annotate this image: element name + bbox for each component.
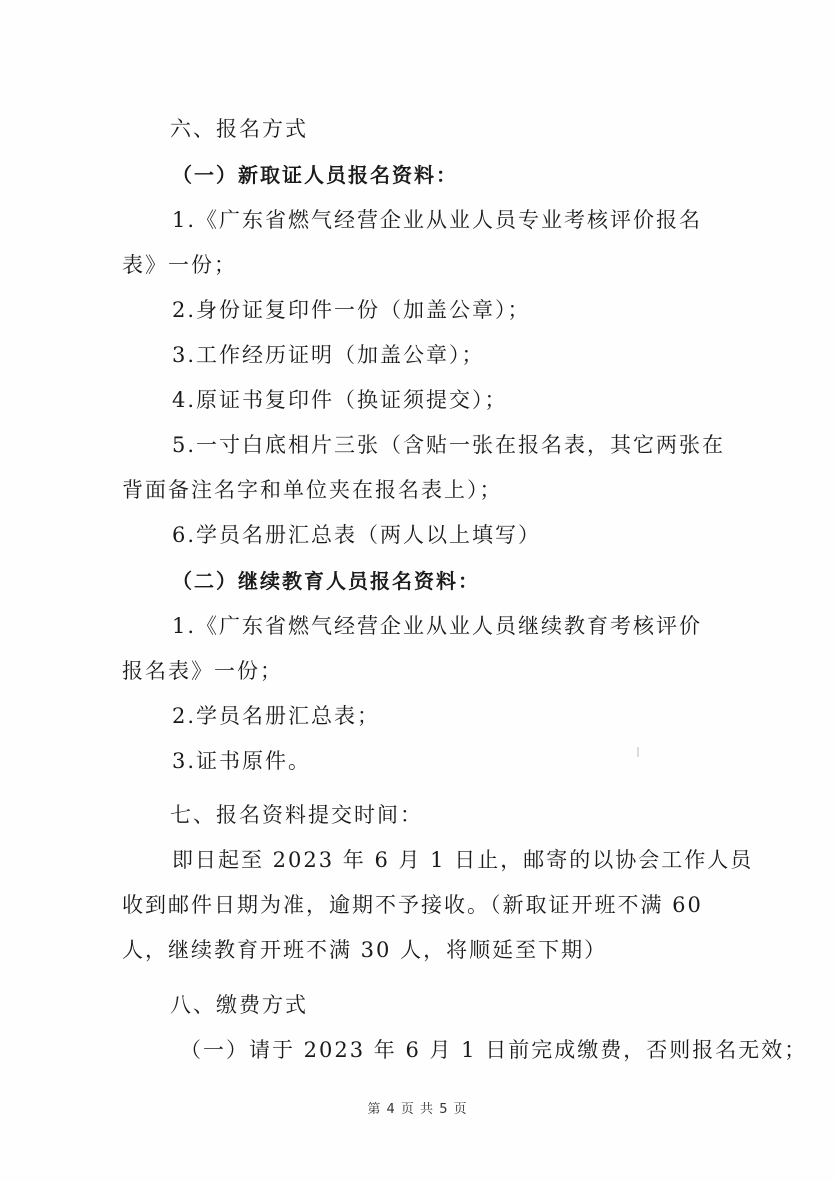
section-7-line-2: 收到邮件日期为准，逾期不予接收。（新取证开班不满 60 — [122, 893, 703, 917]
sub1-item-1: 1.《广东省燃气经营企业从业人员专业考核评价报名 — [172, 208, 703, 232]
sub2-item-1-cont: 报名表》一份； — [122, 659, 283, 683]
section-7-line-3: 人，继续教育开班不满 30 人，将顺延至下期） — [122, 938, 608, 962]
section-7-title: 七、报名资料提交时间： — [170, 803, 423, 827]
sub2-item-3: 3.证书原件。 — [172, 749, 312, 773]
sub1-item-4: 4.原证书复印件（换证须提交）； — [172, 388, 508, 412]
section-6-title: 六、报名方式 — [170, 117, 308, 141]
scan-speck — [637, 747, 639, 757]
section-8-title: 八、缴费方式 — [170, 993, 308, 1017]
sub1-item-6: 6.学员名册汇总表（两人以上填写） — [172, 523, 542, 547]
sub1-item-5: 5.一寸白底相片三张（含贴一张在报名表，其它两张在 — [172, 433, 726, 457]
section-6-sub2-title: （二）继续教育人员报名资料： — [172, 569, 480, 593]
page-number-footer: 第 4 页 共 5 页 — [367, 1102, 468, 1117]
section-6-sub1-title: （一）新取证人员报名资料： — [172, 163, 458, 187]
sub1-item-3: 3.工作经历证明（加盖公章）； — [172, 343, 485, 367]
sub1-item-5-cont: 背面备注名字和单位夹在报名表上）； — [122, 478, 503, 502]
sub2-item-2: 2.学员名册汇总表； — [172, 704, 381, 728]
sub2-item-1: 1.《广东省燃气经营企业从业人员继续教育考核评价 — [172, 614, 703, 638]
sub1-item-1-cont: 表》一份； — [122, 253, 237, 277]
section-8-line-1: （一）请于 2023 年 6 月 1 日前完成缴费，否则报名无效； — [180, 1038, 808, 1062]
section-7-line-1: 即日起至 2023 年 6 月 1 日止，邮寄的以协会工作人员 — [172, 848, 754, 872]
sub1-item-2: 2.身份证复印件一份（加盖公章）； — [172, 298, 531, 322]
